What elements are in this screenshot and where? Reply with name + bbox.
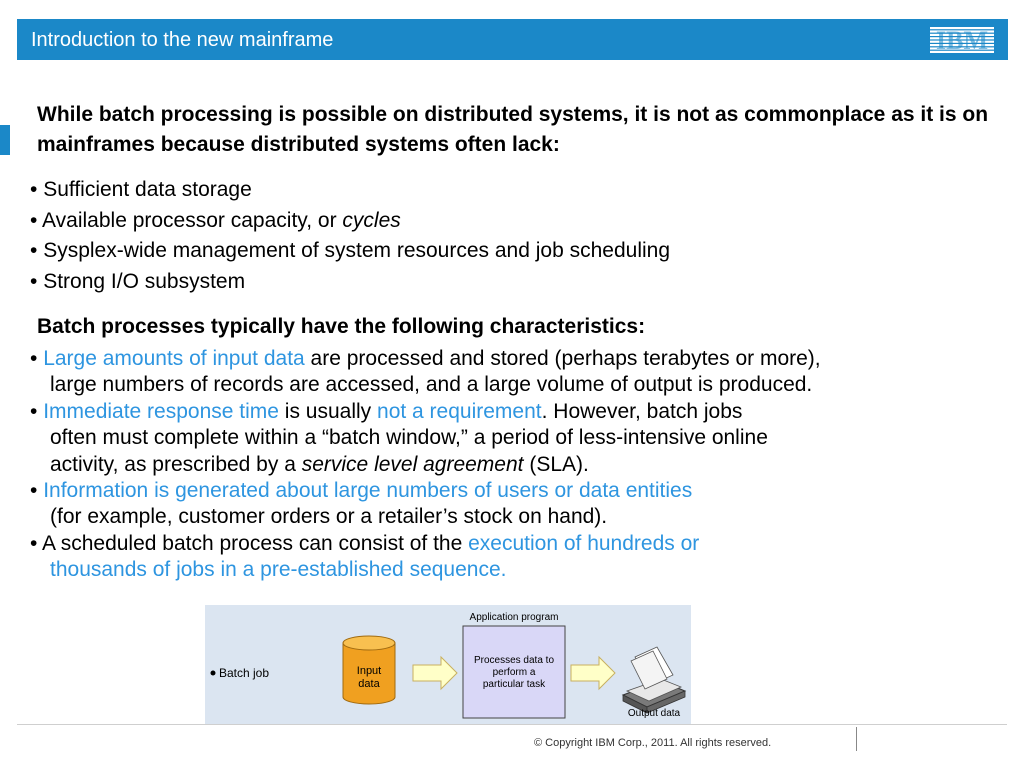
characteristics-list [30,346,1015,584]
list-item: • Sufficient data storage [30,178,252,201]
list-item-continuation: large numbers of records are accessed, and a large volume of output is produced. [50,373,813,397]
batch-job-label: Batch job [219,666,270,680]
title-bar [17,19,1008,60]
side-tab-marker [0,125,10,155]
slide-title: Introduction to the new mainframe [31,29,334,51]
process-label: particular task [482,679,546,690]
output-data-printer-icon [623,647,685,713]
batch-job-diagram [205,605,691,725]
process-label: Processes data to [473,655,555,666]
lack-list [30,175,1010,297]
input-data-label: Input [356,665,382,677]
list-item-continuation: often must complete within a “batch window,” a period of less-intensive online [50,426,768,450]
footer-rule [17,724,1007,725]
list-item: • Strong I/O subsystem [30,269,246,293]
process-label: perform a [492,667,536,678]
ibm-logo-text: IBM [936,27,988,53]
footer-divider [856,727,857,751]
list-item: • Available processor capacity, or cycles [30,208,401,232]
copyright-notice: © Copyright IBM Corp., 2011. All rights reserved. [534,737,772,749]
diagram-bullet [211,671,216,676]
list-item: • A scheduled batch process can consist of the execution of hundreds or [30,531,700,555]
list-item: • Sysplex-wide management of system resources and job scheduling [30,239,671,262]
output-data-label: Output data [627,708,681,719]
flow-arrow-icon [571,657,615,689]
list-item: • Large amounts of input data are processed and stored (perhaps terabytes or more), [30,347,821,370]
characteristics-heading: Batch processes typically have the following characteristics: [37,315,646,338]
input-data-label: data [358,678,380,690]
batch-job-diagram-svg [205,605,691,725]
list-item-continuation: thousands of jobs in a pre-established sequence. [50,558,507,582]
flow-arrow-icon [413,657,457,689]
ibm-logo-icon [930,27,994,53]
list-item: • Information is generated about large numbers of users or data entities [30,479,693,503]
list-item-continuation: activity, as prescribed by a service level agreement (SLA). [50,452,589,476]
list-item: • Immediate response time is usually not a requirement. However, batch jobs [30,399,743,423]
list-item-continuation: (for example, customer orders or a retailer’s stock on hand). [50,505,608,529]
intro-paragraph: While batch processing is possible on distributed systems, it is not as commonplace as it is on mainframes because distributed systems often lack: [37,103,989,156]
application-program-title: Application program [469,612,559,623]
